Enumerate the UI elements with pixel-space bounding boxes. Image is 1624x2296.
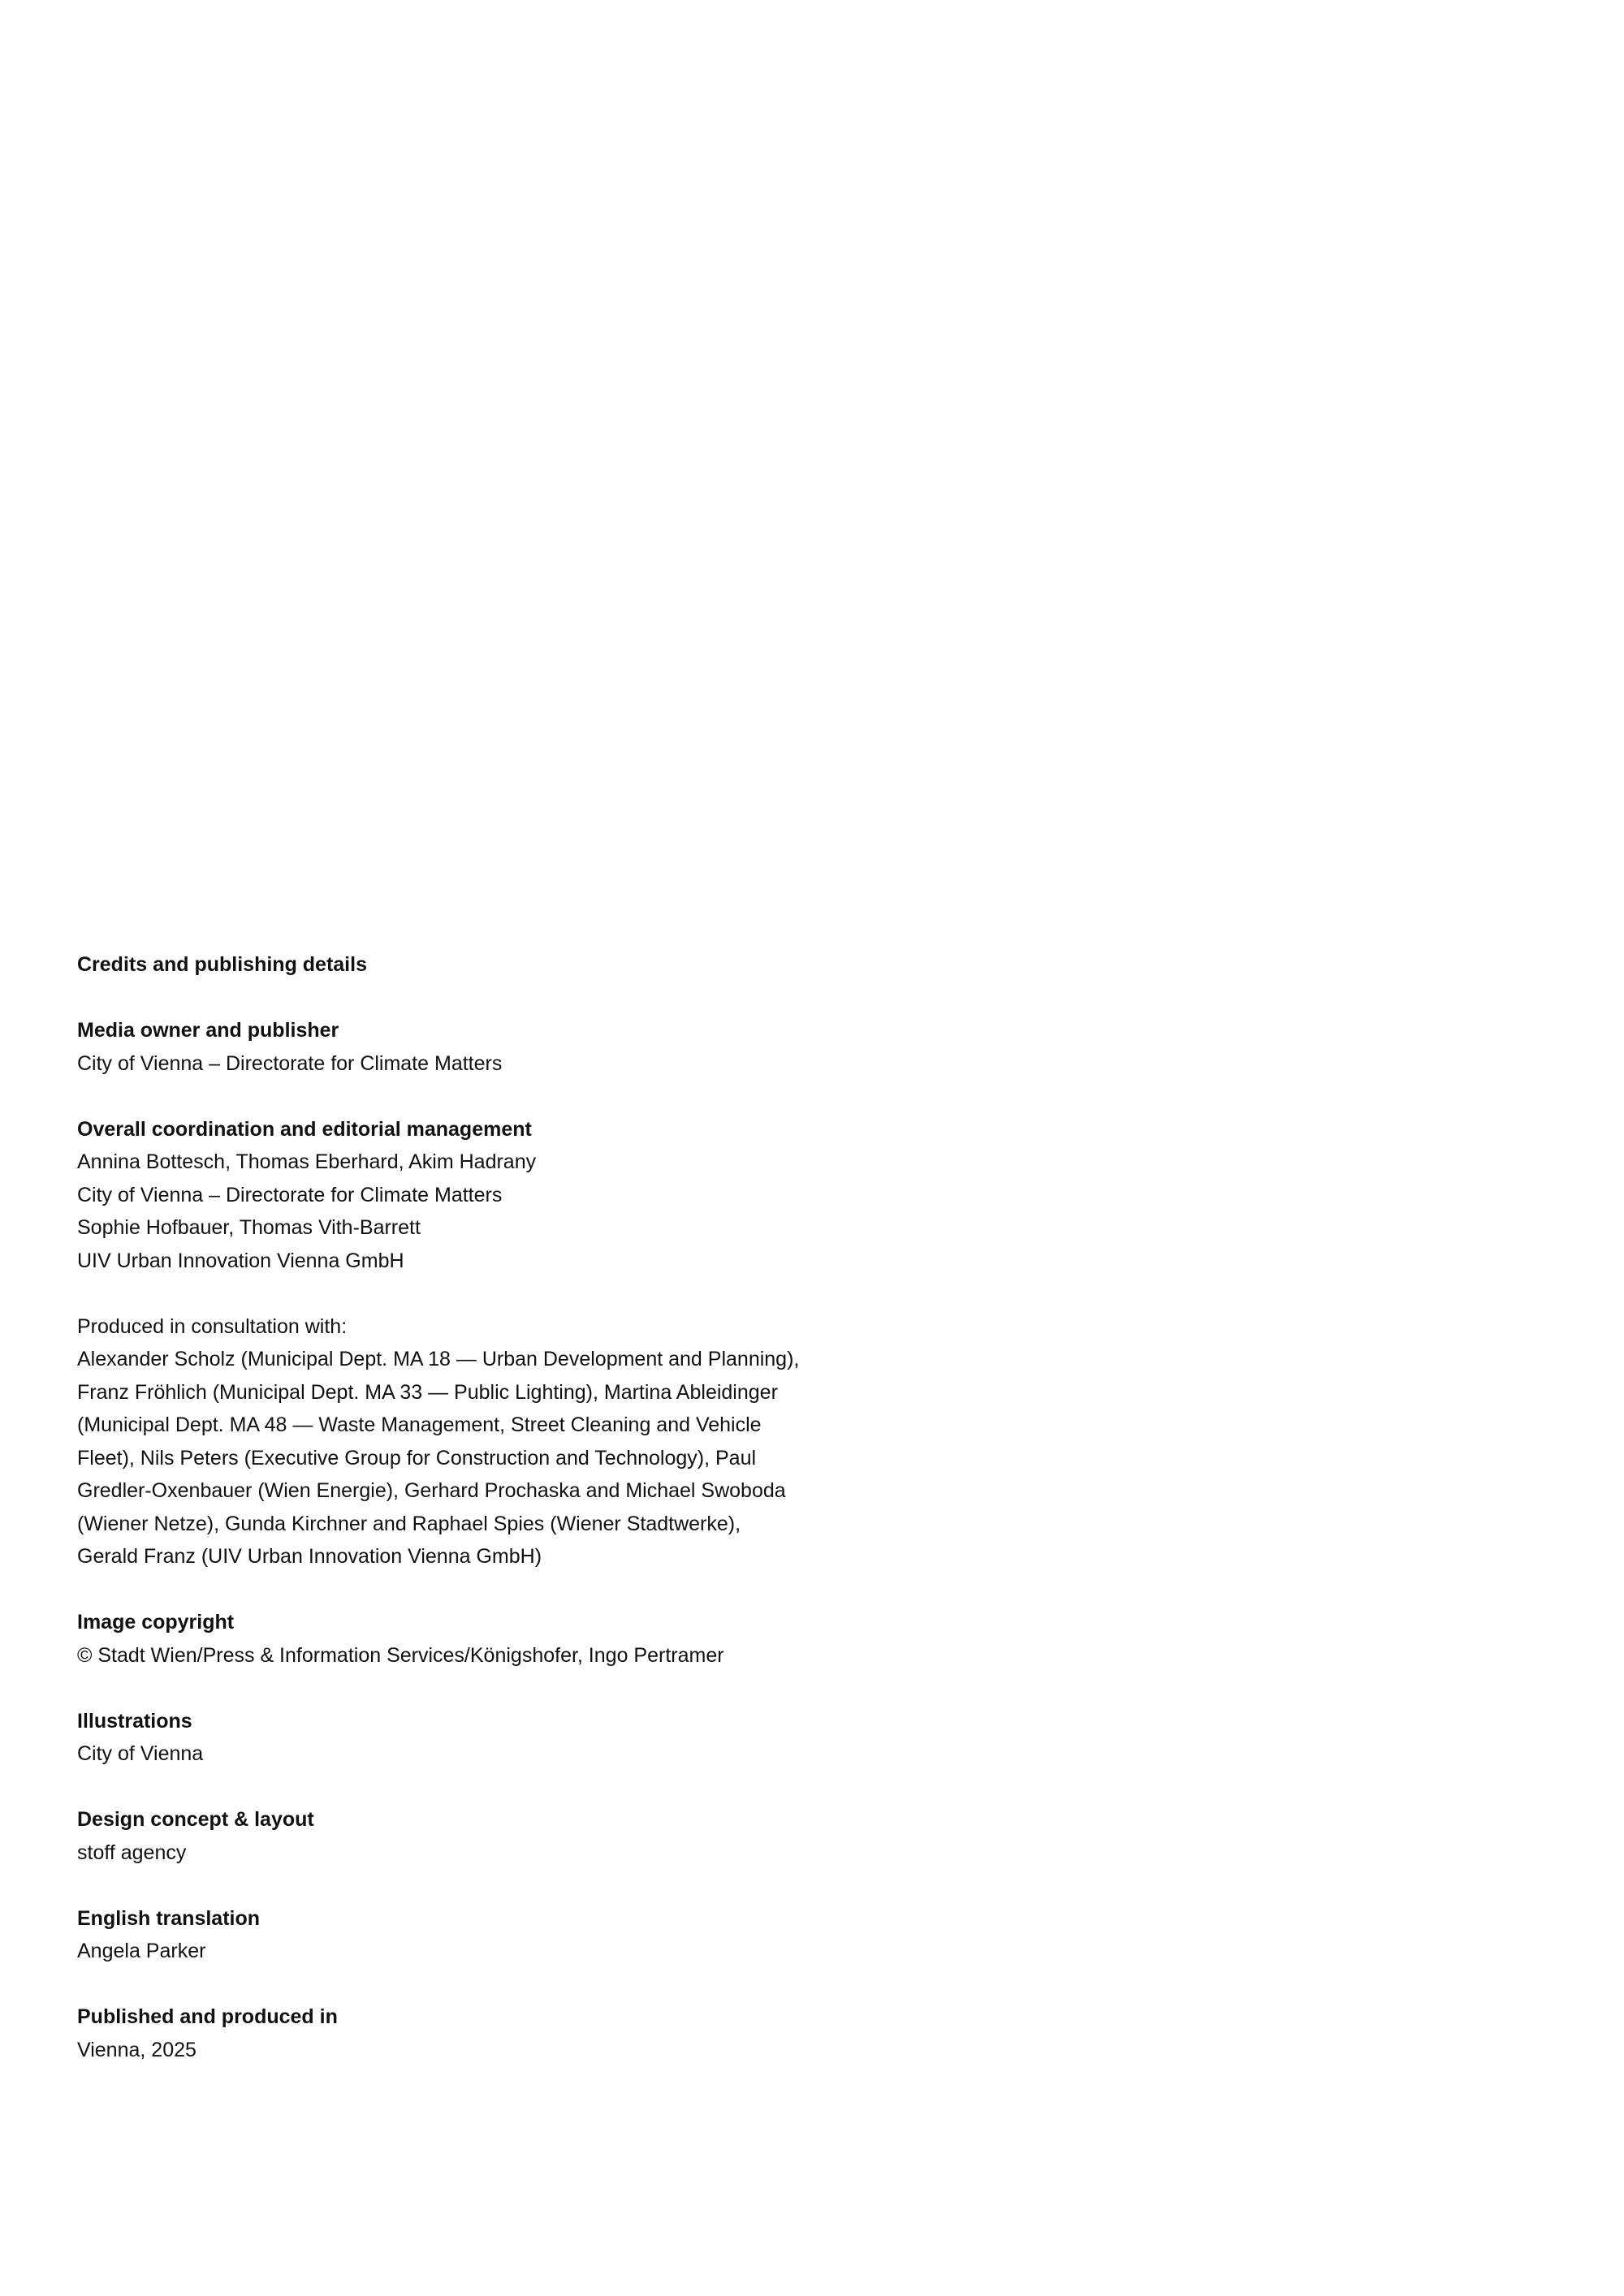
design-block (77, 1803, 808, 1869)
illustrations-line: City of Vienna (77, 1742, 204, 1765)
credits-section (77, 948, 808, 2066)
consultation-line: Fleet), Nils Peters (Executive Group for Construction and Technology), Paul (77, 1446, 757, 1470)
image-copyright-block (77, 1606, 808, 1672)
consultation-line: Franz Fröhlich (Municipal Dept. MA 33 — Public Lighting), Martina Ableidinger (77, 1380, 778, 1404)
consultation-block (77, 1310, 808, 1573)
coordination-line: Sophie Hofbauer, Thomas Vith-Barrett (77, 1216, 421, 1239)
coordination-line: City of Vienna – Directorate for Climate Matters (77, 1183, 503, 1206)
media-owner-heading: Media owner and publisher (77, 1019, 339, 1042)
page-title: Credits and publishing details (77, 953, 367, 976)
illustrations-heading: Illustrations (77, 1709, 192, 1733)
media-owner-block (77, 1014, 808, 1080)
coordination-line: UIV Urban Innovation Vienna GmbH (77, 1249, 404, 1272)
translation-heading: English translation (77, 1906, 261, 1930)
translation-line: Angela Parker (77, 1940, 206, 1962)
coordination-block (77, 1113, 808, 1278)
media-owner-line: City of Vienna – Directorate for Climate Matters (77, 1051, 503, 1075)
consultation-line: Gredler-Oxenbauer (Wien Energie), Gerhard Prochaska and Michael Swoboda (77, 1479, 786, 1502)
consultation-line: Alexander Scholz (Municipal Dept. MA 18 — Urban Development and Planning), (77, 1348, 800, 1370)
illustrations-block (77, 1705, 808, 1771)
published-line: Vienna, 2025 (77, 2038, 197, 2061)
translation-block (77, 1902, 808, 1968)
consultation-line: (Wiener Netze), Gunda Kirchner and Raphael Spies (Wiener Stadtwerke), (77, 1512, 741, 1535)
design-line: stoff agency (77, 1841, 187, 1864)
consultation-line: (Municipal Dept. MA 48 — Waste Management, Street Cleaning and Vehicle (77, 1413, 762, 1436)
image-copyright-line: © Stadt Wien/Press & Information Services/Königshofer, Ingo Pertramer (77, 1643, 724, 1667)
published-block (77, 2000, 808, 2066)
consultation-line: Gerald Franz (UIV Urban Innovation Vienna GmbH) (77, 1545, 542, 1568)
consultation-intro: Produced in consultation with: (77, 1314, 348, 1338)
image-copyright-heading: Image copyright (77, 1611, 235, 1634)
coordination-line: Annina Bottesch, Thomas Eberhard, Akim Hadrany (77, 1150, 537, 1173)
design-heading: Design concept & layout (77, 1808, 314, 1831)
published-heading: Published and produced in (77, 2005, 338, 2028)
coordination-heading: Overall coordination and editorial management (77, 1117, 532, 1141)
